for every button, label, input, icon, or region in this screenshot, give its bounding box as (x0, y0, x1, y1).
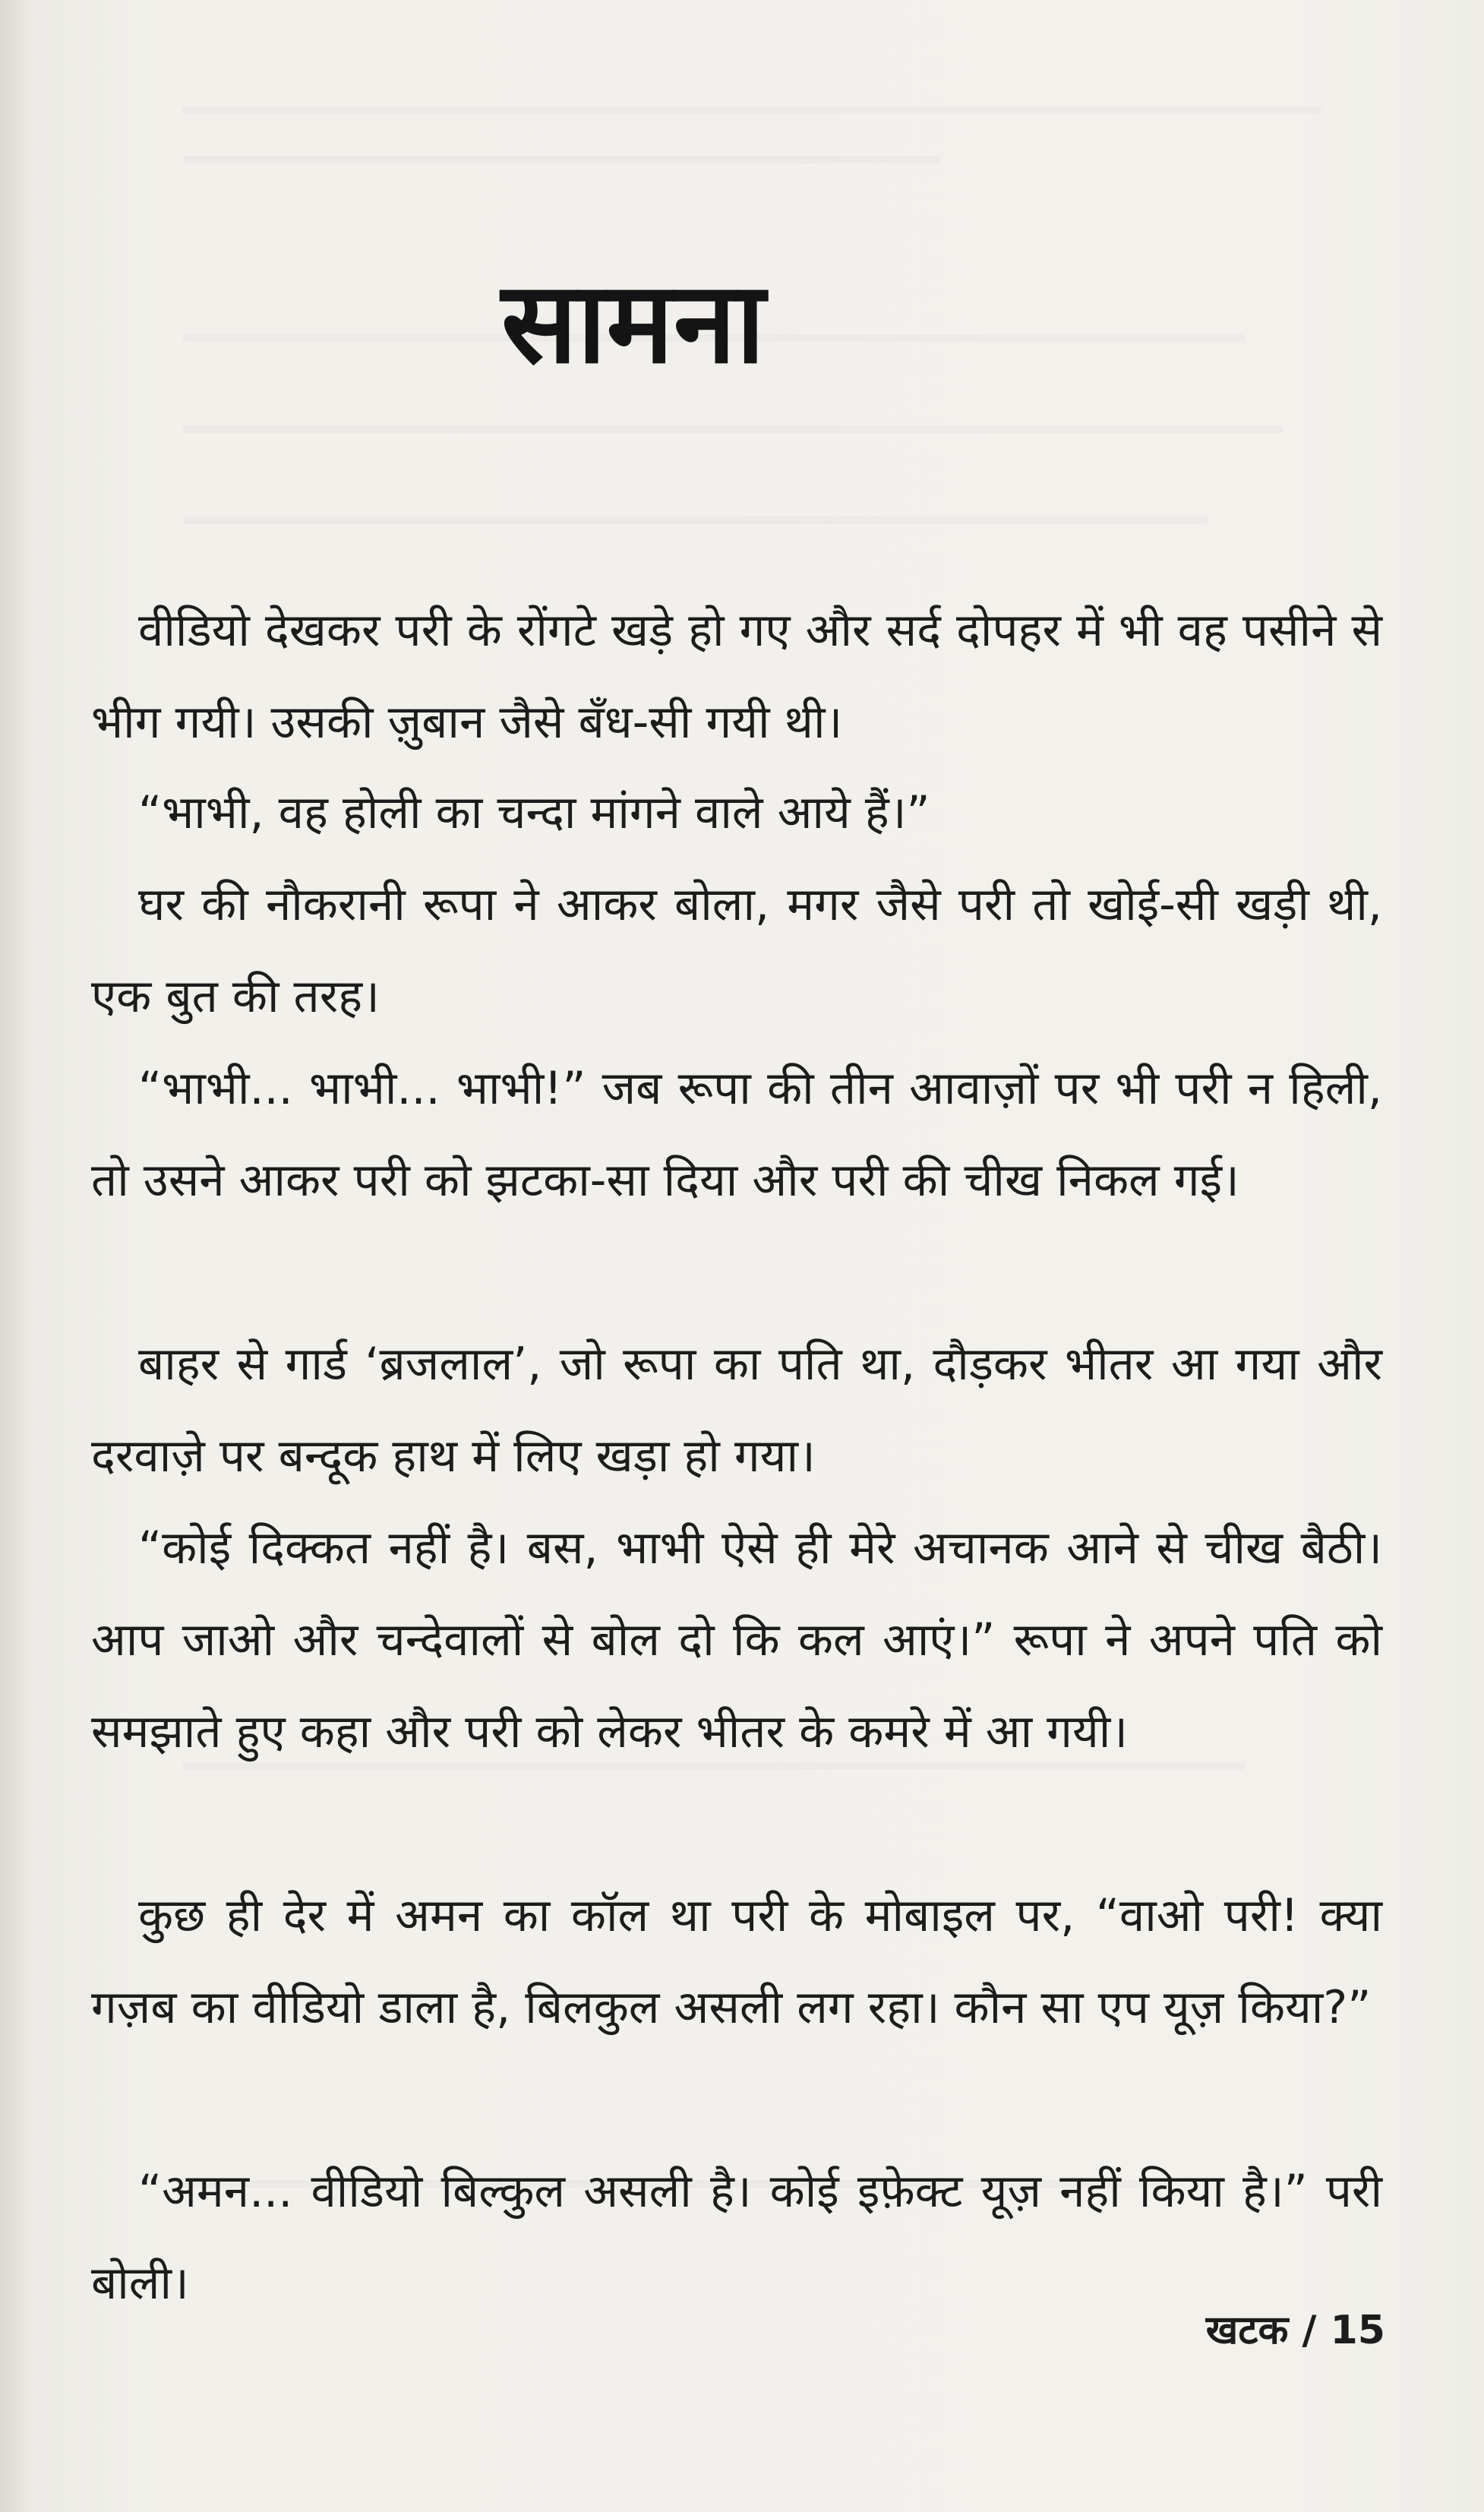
running-book-title: खटक (1205, 2308, 1289, 2353)
bleed-through-line (182, 425, 1284, 433)
paragraph-5: बाहर से गार्ड ‘ब्रजलाल’, जो रूपा का पति था, दौड़कर भीतर आ गया और दरवाज़े पर बन्दूक हाथ में लिए खड़ा हो गया। (91, 1338, 1382, 1483)
footer-separator: / (1302, 2308, 1317, 2353)
paragraph-3: घर की नौकरानी रूपा ने आकर बोला, मगर जैसे परी तो खोई-सी खड़ी थी, एक बुत की तरह। (91, 878, 1382, 1023)
page-number: 15 (1330, 2308, 1385, 2353)
paragraph-7: कुछ ही देर में अमन का कॉल था परी के मोबाइल पर, “वाओ परी! क्या गज़ब का वीडियो डाला है, बिलकुल असली लग रहा। कौन सा एप यूज़ किया?” (91, 1889, 1382, 2034)
bleed-through-line (182, 106, 1321, 114)
paragraph-4: “भाभी... भाभी... भाभी!” जब रूपा की तीन आवाज़ों पर भी परी न हिली, तो उसने आकर परी को झटका-सा दिया और परी की चीख निकल गई। (91, 1062, 1382, 1207)
paragraph-2: “भाभी, वह होली का चन्दा मांगने वाले आये हैं।” (138, 786, 930, 839)
bleed-through-line (182, 156, 942, 163)
paragraph-1: वीडियो देखकर परी के रोंगटे खड़े हो गए और सर्द दोपहर में भी वह पसीने से भीग गयी। उसकी ज़ुबान जैसे बँध-सी गयी थी। (91, 604, 1382, 749)
paragraph-6: “कोई दिक्कत नहीं है। बस, भाभी ऐसे ही मेरे अचानक आने से चीख बैठी। आप जाओ और चन्देवालों से बोल दो कि कल आएं।” रूपा ने अपने पति को समझाते हुए कहा और परी को लेकर भीतर के कमरे में आ गयी। (91, 1521, 1382, 1758)
bleed-through-line (182, 517, 1208, 524)
chapter-title: सामना (501, 258, 766, 388)
page-footer (1206, 2302, 1385, 2356)
paragraph-8: “अमन... वीडियो बिल्कुल असली है। कोई इफ़ेक्ट यूज़ नहीं किया है।” परी बोली। (91, 2165, 1382, 2310)
